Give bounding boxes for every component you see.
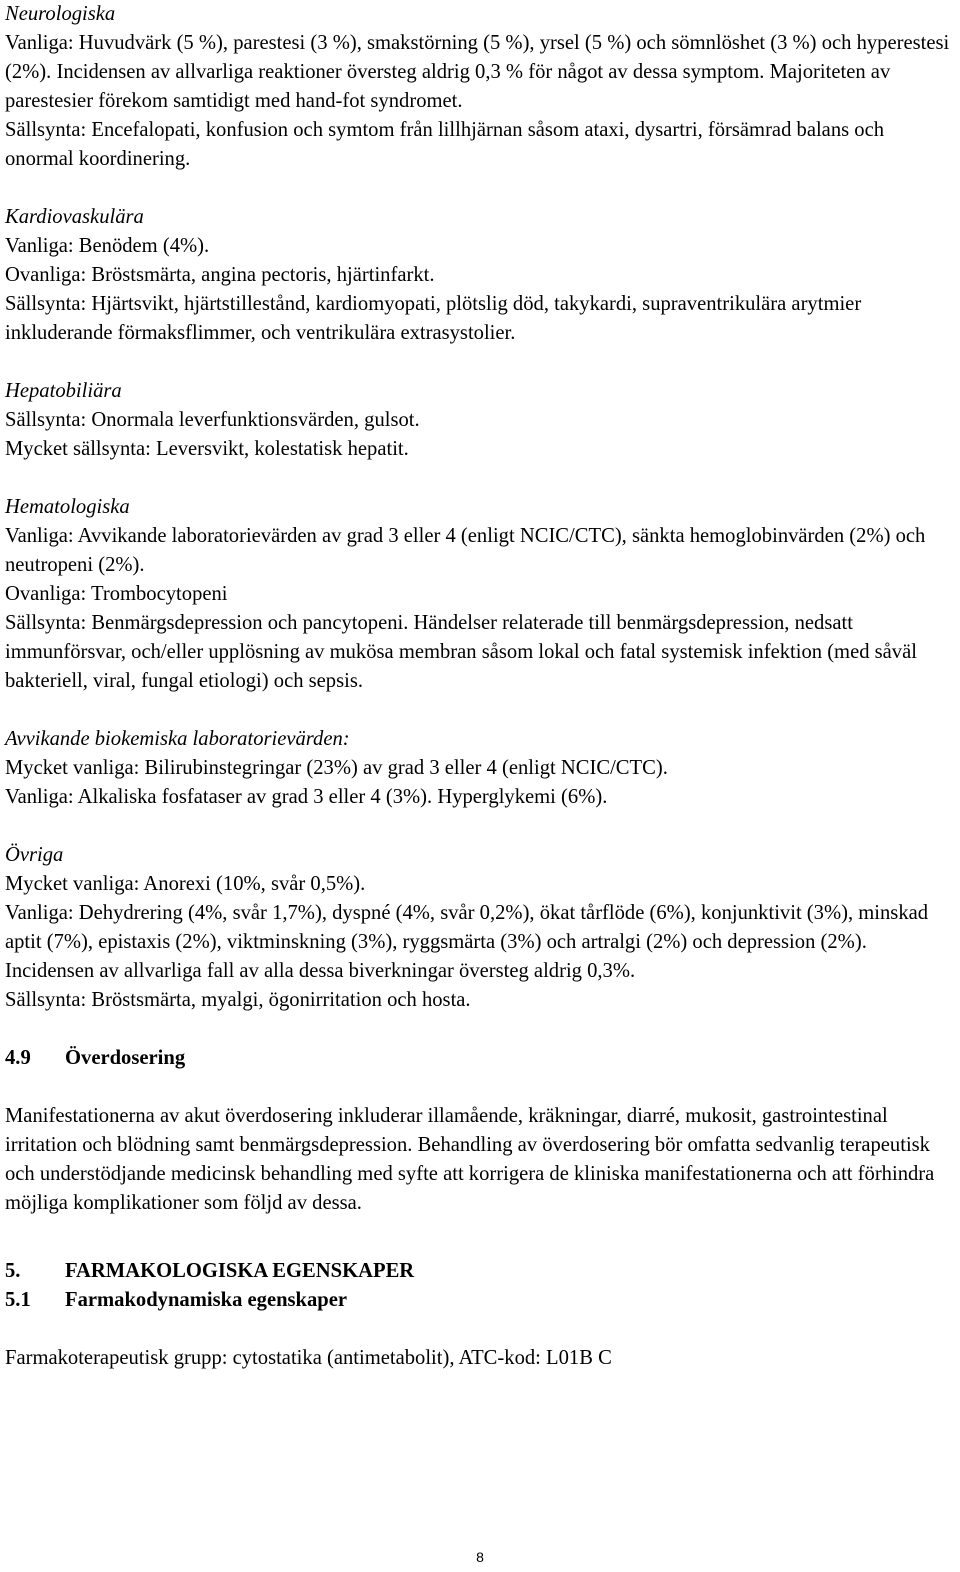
paragraph: Vanliga: Avvikande laboratorievärden av grad 3 eller 4 (enligt NCIC/CTC), sänkta hemoglobinvärden (2%) och neutropeni (2%). <box>5 525 926 576</box>
paragraph: Vanliga: Huvudvärk (5 %), parestesi (3 %), smakstörning (5 %), yrsel (5 %) och sömnlöshet (3 %) och hyperestesi (2%). Incidensen av allvarliga reaktioner översteg aldrig 0,3 % för något av dessa symptom. Majoriteten av parestesier förekom samtidigt med hand-fot syndromet. <box>5 32 950 112</box>
paragraph: Vanliga: Benödem (4%). <box>5 235 210 257</box>
section-biokemiska <box>5 725 955 812</box>
section-4-9 <box>5 1044 955 1218</box>
paragraph: Vanliga: Dehydrering (4%, svår 1,7%), dyspné (4%, svår 0,2%), ökat tårflöde (6%), konjunktivit (3%), minskad aptit (7%), epistaxis (2%), viktminskning (3%), ryggsmärta (3%) och artralgi (2%) och depression (2%). Incidensen av allvarliga fall av alla dessa biverkningar översteg aldrig 0,3%. <box>5 902 929 982</box>
section-heading: Hepatobiliära <box>5 380 122 402</box>
spacer <box>5 1218 955 1257</box>
paragraph: Ovanliga: Trombocytopeni <box>5 583 228 605</box>
section-5-1 <box>5 1286 955 1373</box>
section-5 <box>5 1257 955 1286</box>
section-kardiovaskulara <box>5 203 955 348</box>
section-number: 5. <box>5 1260 21 1282</box>
section-number: 5.1 <box>5 1289 31 1311</box>
section-title-5-1 <box>5 1286 955 1315</box>
section-title: Överdosering <box>65 1047 186 1069</box>
spacer <box>5 1315 955 1344</box>
paragraph: Sällsynta: Encefalopati, konfusion och symtom från lillhjärnan såsom ataxi, dysartri, försämrad balans och onormal koordinering. <box>5 119 885 170</box>
section-neurologiska <box>5 0 955 174</box>
paragraph: Mycket vanliga: Bilirubinstegringar (23%) av grad 3 eller 4 (enligt NCIC/CTC). <box>5 757 668 779</box>
section-title: FARMAKOLOGISKA EGENSKAPER <box>65 1260 415 1282</box>
section-hepatobiliara <box>5 377 955 464</box>
paragraph: Sällsynta: Onormala leverfunktionsvärden, gulsot. <box>5 409 420 431</box>
section-title-5 <box>5 1257 955 1286</box>
section-heading: Kardiovaskulära <box>5 206 144 228</box>
paragraph: Mycket sällsynta: Leversvikt, kolestatisk hepatit. <box>5 438 409 460</box>
section-title-4-9 <box>5 1044 955 1073</box>
spacer <box>5 1073 955 1102</box>
section-title: Farmakodynamiska egenskaper <box>65 1289 348 1311</box>
page-number: 8 <box>476 1549 484 1565</box>
paragraph: Manifestationerna av akut överdosering inkluderar illamående, kräkningar, diarré, mukosit, gastrointestinal irritation och blödning samt benmärgsdepression. Behandling av överdosering bör omfatta sedvanlig terapeutisk och understödjande medicinsk behandling med syfte att korrigera de kliniska manifestationerna och att förhindra möjliga komplikationer som följd av dessa. <box>5 1105 935 1214</box>
paragraph: Farmakoterapeutisk grupp: cytostatika (antimetabolit), ATC-kod: L01B C <box>5 1347 612 1369</box>
paragraph: Mycket vanliga: Anorexi (10%, svår 0,5%). <box>5 873 366 895</box>
section-heading: Hematologiska <box>5 496 130 518</box>
section-heading: Övriga <box>5 844 64 866</box>
section-heading: Avvikande biokemiska laboratorievärden: <box>5 728 350 750</box>
paragraph: Vanliga: Alkaliska fosfataser av grad 3 eller 4 (3%). Hyperglykemi (6%). <box>5 786 608 808</box>
paragraph: Sällsynta: Hjärtsvikt, hjärtstillestånd, kardiomyopati, plötslig död, takykardi, supraventrikulära arytmier inkluderande förmaksflimmer, och ventrikulära extrasystolier. <box>5 293 862 344</box>
section-hematologiska <box>5 493 955 696</box>
paragraph: Ovanliga: Bröstsmärta, angina pectoris, hjärtinfarkt. <box>5 264 435 286</box>
section-ovriga <box>5 841 955 1015</box>
document-page <box>5 0 955 1373</box>
section-number: 4.9 <box>5 1047 31 1069</box>
section-heading: Neurologiska <box>5 3 116 25</box>
paragraph: Sällsynta: Benmärgsdepression och pancytopeni. Händelser relaterade till benmärgsdepression, nedsatt immunförsvar, och/eller upplösning av mukösa membran såsom lokal och fatal systemisk infektion (med såväl bakteriell, viral, fungal etiologi) och sepsis. <box>5 612 917 692</box>
paragraph: Sällsynta: Bröstsmärta, myalgi, ögonirritation och hosta. <box>5 989 471 1011</box>
